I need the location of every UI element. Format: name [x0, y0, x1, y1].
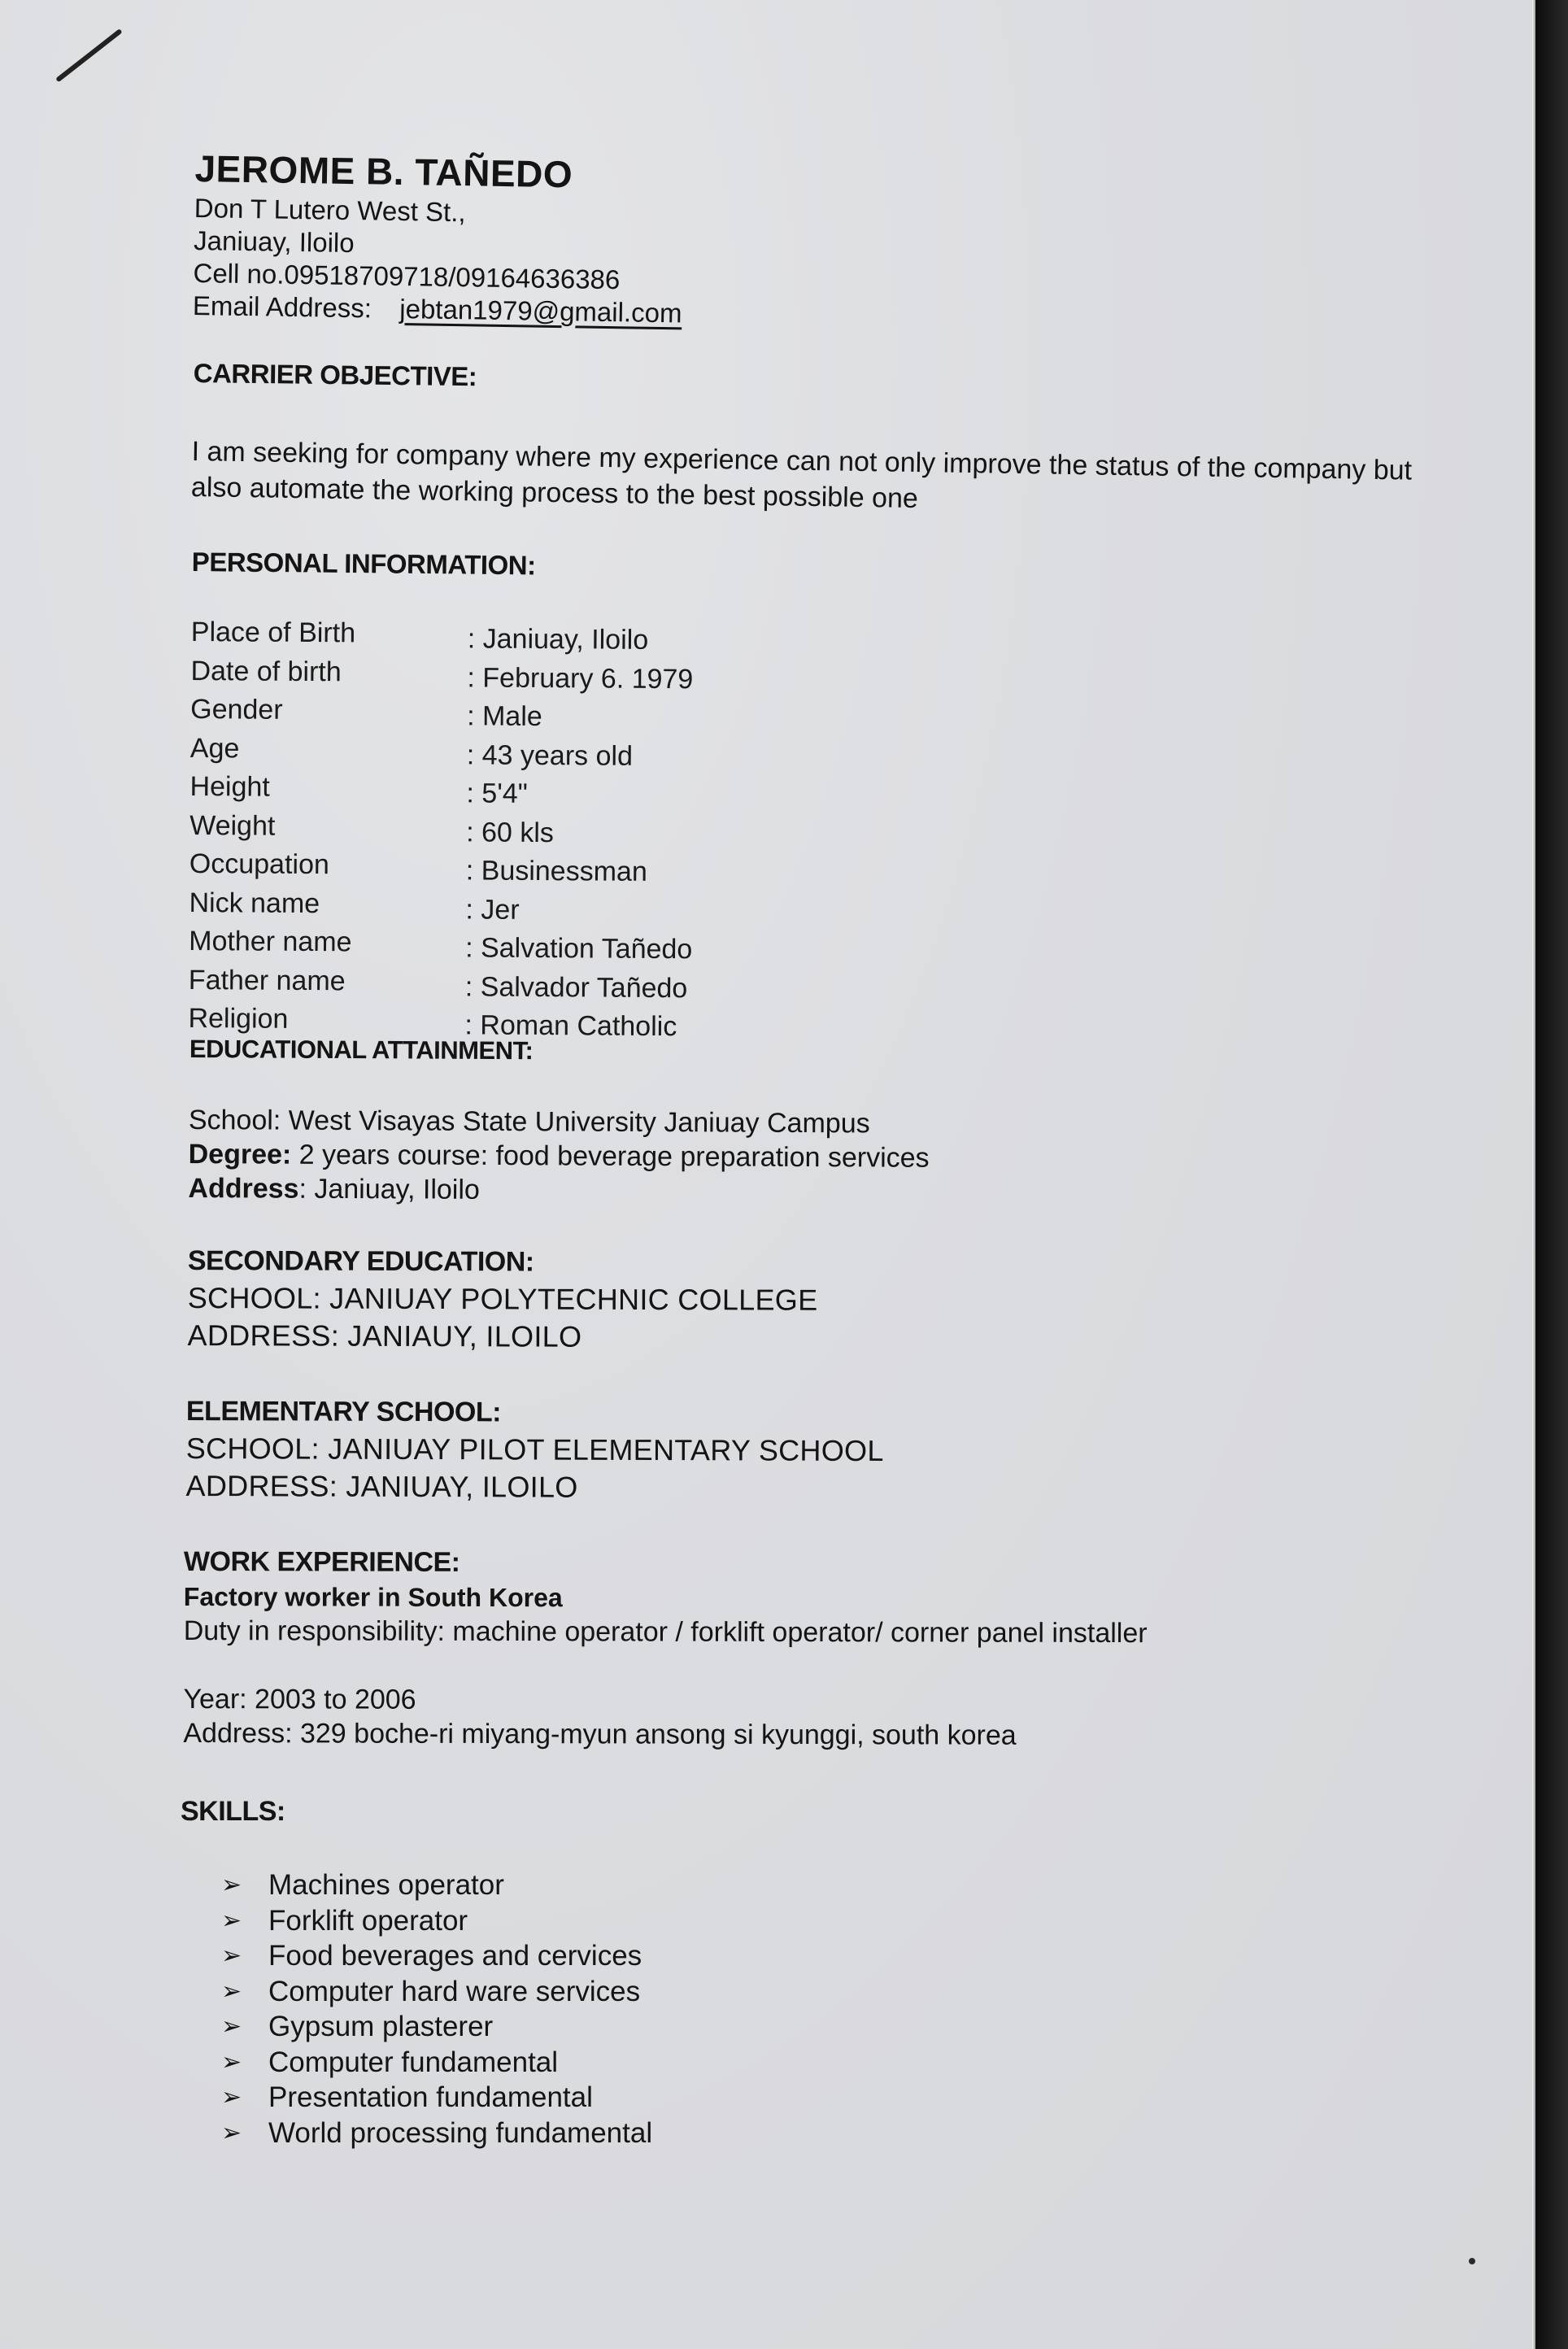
elementary-address: ADDRESS: JANIUAY, ILOILO — [185, 1468, 578, 1504]
college-school: School: West Visayas State University Janiuay Campus — [188, 1105, 870, 1140]
skill-label: Computer hard ware services — [268, 1975, 641, 2007]
work-duty: Duty in responsibility: machine operator / forklift operator/ corner panel installer — [183, 1615, 1148, 1650]
arrow-bullet-icon: ➢ — [221, 2084, 242, 2111]
email-link[interactable]: jebtan1979@gmail.com — [399, 293, 682, 329]
skills-list — [221, 1867, 652, 2151]
info-value-gender: : Male — [467, 700, 542, 733]
applicant-name: JEROME B. TAÑEDO — [194, 146, 573, 196]
college-address-label: Address — [188, 1172, 299, 1205]
email-label: Email Address: — [192, 290, 372, 324]
info-label-religion: Religion — [188, 1002, 289, 1035]
work-experience-heading: WORK EXPERIENCE: — [183, 1546, 460, 1578]
info-label-mother-name: Mother name — [189, 925, 352, 958]
skill-item — [221, 2116, 652, 2151]
info-value-religion: : Roman Catholic — [464, 1009, 677, 1043]
elementary-school: SCHOOL: JANIUAY PILOT ELEMENTARY SCHOOL — [185, 1431, 884, 1467]
arrow-bullet-icon: ➢ — [221, 2048, 242, 2076]
info-label-father-name: Father name — [188, 964, 346, 996]
skill-item — [221, 2045, 652, 2081]
address-line-2: Janiuay, Iloilo — [193, 224, 355, 259]
arrow-bullet-icon: ➢ — [221, 2013, 242, 2040]
degree-label: Degree: — [188, 1138, 292, 1170]
info-label-height: Height — [189, 770, 270, 803]
info-label-age: Age — [189, 732, 240, 764]
cell-number: Cell no.09518709718/09164636386 — [193, 257, 621, 295]
skill-label: Gypsum plasterer — [268, 2011, 494, 2042]
work-experience-section — [183, 1544, 1148, 1753]
info-label-nick-name: Nick name — [189, 887, 320, 919]
info-label-weight: Weight — [189, 809, 276, 842]
arrow-bullet-icon: ➢ — [221, 1942, 242, 1969]
skill-label: Computer fundamental — [268, 2046, 559, 2078]
skill-label: World processing fundamental — [268, 2116, 653, 2149]
resume-header — [193, 146, 685, 329]
secondary-education-heading: SECONDARY EDUCATION: — [187, 1245, 534, 1278]
skill-item — [221, 1974, 652, 2010]
work-title: Factory worker in South Korea — [183, 1581, 563, 1613]
skill-label: Machines operator — [268, 1869, 504, 1901]
skills-heading: SKILLS: — [181, 1796, 285, 1827]
background-surface — [1535, 0, 1568, 2349]
arrow-bullet-icon: ➢ — [221, 1907, 242, 1934]
info-value-nick-name: : Jer — [465, 893, 520, 926]
secondary-school: SCHOOL: JANIUAY POLYTECHNIC COLLEGE — [187, 1280, 818, 1317]
objective-heading: CARRIER OBJECTIVE: — [193, 358, 477, 392]
personal-info-heading: PERSONAL INFORMATION: — [191, 547, 536, 581]
work-year: Year: 2003 to 2006 — [183, 1683, 416, 1715]
info-value-date-of-birth: : February 6. 1979 — [467, 661, 694, 695]
arrow-bullet-icon: ➢ — [221, 1872, 242, 1898]
skill-label: Forklift operator — [268, 1904, 468, 1937]
info-label-occupation: Occupation — [189, 848, 329, 881]
info-value-place-of-birth: : Janiuay, Iloilo — [467, 623, 649, 656]
skill-item — [221, 1867, 652, 1903]
info-value-height: : 5'4" — [466, 778, 528, 809]
personal-info-table — [188, 616, 695, 1044]
info-value-mother-name: : Salvation Tañedo — [465, 932, 693, 965]
arrow-bullet-icon: ➢ — [221, 2119, 242, 2146]
skill-item — [221, 2080, 652, 2116]
college-degree — [189, 1137, 930, 1175]
elementary-heading: ELEMENTARY SCHOOL: — [185, 1396, 502, 1428]
info-value-father-name: : Salvador Tañedo — [464, 970, 688, 1004]
college-address — [188, 1171, 929, 1209]
education-details — [188, 1103, 930, 1209]
info-label-date-of-birth: Date of birth — [190, 655, 342, 687]
work-address: Address: 329 boche-ri miyang-myun ansong si kyunggi, south korea — [183, 1717, 1017, 1751]
degree-value: 2 years course: food beverage preparation services — [291, 1139, 930, 1174]
info-label-gender: Gender — [190, 693, 283, 726]
skill-item — [221, 2009, 652, 2045]
info-value-occupation: : Businessman — [465, 855, 647, 887]
skill-item — [221, 1903, 652, 1939]
college-address-value: : Janiuay, Iloilo — [298, 1173, 480, 1205]
skill-label: Presentation fundamental — [268, 2081, 593, 2113]
arrow-bullet-icon: ➢ — [221, 1977, 242, 2005]
address-line-1: Don T Lutero West St., — [194, 192, 466, 228]
objective-text: I am seeking for company where my experience can not only improve the status of the company but also automate the working process to the best possible one — [190, 435, 1413, 515]
ink-dot — [1469, 2258, 1475, 2264]
skill-item — [221, 1938, 652, 1974]
info-value-weight: : 60 kls — [466, 816, 555, 848]
secondary-education-section — [188, 1242, 818, 1357]
elementary-school-section — [186, 1392, 884, 1507]
secondary-address: ADDRESS: JANIAUY, ILOILO — [187, 1318, 582, 1353]
education-heading: EDUCATIONAL ATTAINMENT: — [189, 1035, 534, 1066]
info-value-age: : 43 years old — [466, 739, 634, 772]
info-label-place-of-birth: Place of Birth — [190, 617, 356, 649]
skill-label: Food beverages and cervices — [268, 1940, 642, 1972]
